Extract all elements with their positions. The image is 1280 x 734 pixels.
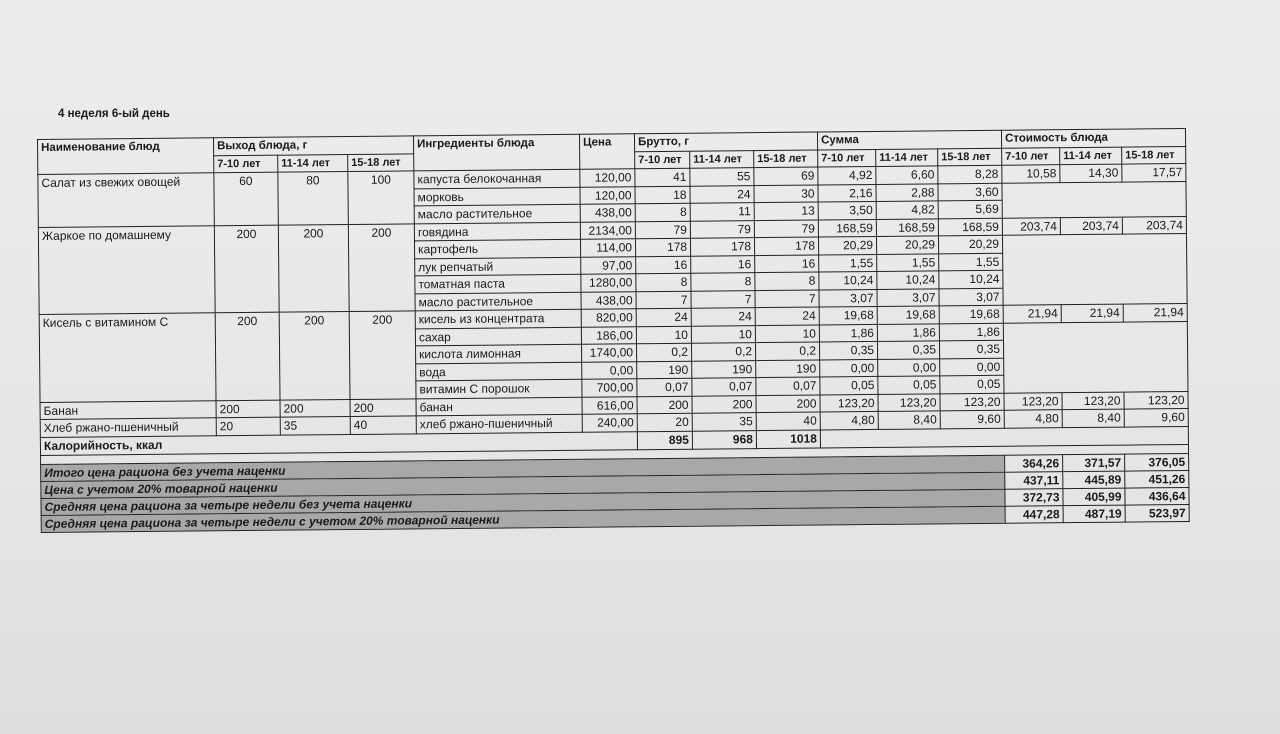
ingredient-price: 114,00 [580,239,635,257]
age-header-sum-1: 11-14 лет [876,148,938,166]
ingredient-brutto: 79 [635,221,690,239]
ingredient-brutto: 0,2 [755,342,819,360]
ingredient-brutto: 7 [691,290,755,308]
ingredient-name: вода [416,362,582,381]
ingredient-brutto: 11 [690,203,754,221]
ingredient-price: 0,00 [582,361,637,379]
dish-output: 60 [214,172,279,225]
ingredient-sum: 19,68 [877,306,939,324]
ingredient-name: морковь [414,187,580,206]
summary-value: 371,57 [1063,454,1125,472]
ingredient-price: 616,00 [582,396,637,414]
ingredient-brutto: 24 [691,308,755,326]
empty-cell [1003,338,1187,357]
ingredient-sum: 5,69 [938,200,1002,218]
ingredient-brutto: 0,07 [756,377,820,395]
age-header-brutto-2: 15-18 лет [754,150,818,168]
summary-value: 523,97 [1125,504,1189,522]
ingredient-sum: 123,20 [940,393,1004,411]
age-header-cost-0: 7-10 лет [1002,147,1060,165]
dish-output: 200 [216,400,280,418]
ingredient-price: 120,00 [580,186,635,204]
ingredient-sum: 8,28 [938,165,1002,183]
ingredient-brutto: 24 [636,308,691,326]
dish-cost: 123,20 [1062,392,1124,410]
dish-cost: 123,20 [1124,391,1188,409]
ingredient-brutto: 40 [756,412,820,430]
ingredient-brutto: 16 [755,255,819,273]
ingredient-name: томатная паста [415,274,581,293]
ingredient-sum: 3,07 [819,289,877,307]
ingredient-brutto: 13 [754,202,818,220]
ingredient-brutto: 30 [754,185,818,203]
dish-cost: 14,30 [1060,164,1122,182]
ingredient-brutto: 178 [690,238,754,256]
ingredient-brutto: 8 [755,272,819,290]
age-header-output-1: 11-14 лет [278,154,348,172]
ingredient-sum: 0,05 [820,376,878,394]
ingredient-sum: 1,86 [819,324,877,342]
ingredient-brutto: 10 [691,325,755,343]
dish-output: 100 [348,171,415,224]
ingredient-brutto: 18 [635,186,690,204]
ingredient-sum: 0,05 [878,376,940,394]
ingredient-name: лук репчатый [415,257,581,276]
summary-value: 364,26 [1005,454,1063,472]
ingredient-brutto: 8 [635,203,690,221]
ingredient-price: 240,00 [582,414,637,432]
dish-cost: 21,94 [1061,304,1123,322]
calories-value: 1018 [756,429,820,448]
ingredient-brutto: 200 [756,394,820,412]
dish-output: 200 [350,398,416,416]
empty-cell [1002,181,1186,200]
ingredient-sum: 19,68 [939,305,1003,323]
summary-value: 372,73 [1005,488,1063,506]
ingredient-sum: 3,60 [938,183,1002,201]
ingredient-sum: 0,35 [819,341,877,359]
dish-cost: 10,58 [1002,165,1060,183]
ingredient-sum: 20,29 [818,236,876,254]
summary-label: Средняя цена рациона за четыре недели с учетом 20% товарной наценки [41,506,1005,532]
header-ingredients: Ингредиенты блюда [413,134,579,171]
ingredient-name: говядина [414,222,580,241]
ingredient-sum: 0,05 [940,375,1004,393]
ingredient-brutto: 200 [692,395,756,413]
ingredient-brutto: 190 [637,361,692,379]
empty-cell [1003,268,1187,287]
ingredient-sum: 3,07 [877,288,939,306]
ingredient-sum: 1,55 [877,253,939,271]
header-price: Цена [579,134,634,170]
header-sum: Сумма [817,130,1001,149]
ingredient-name: кисель из концентрата [415,309,581,328]
ingredient-price: 438,00 [580,204,635,222]
ingredient-brutto: 24 [690,185,754,203]
summary-value: 487,19 [1063,505,1125,523]
ingredient-price: 2134,00 [580,221,635,239]
ingredient-brutto: 0,07 [692,378,756,396]
age-header-sum-2: 15-18 лет [938,148,1002,166]
ingredient-name: банан [416,397,582,416]
ingredient-sum: 1,55 [939,253,1003,271]
ingredient-sum: 19,68 [819,306,877,324]
dish-cost: 8,40 [1062,409,1124,427]
age-header-brutto-1: 11-14 лет [690,150,754,168]
ingredient-brutto: 79 [754,220,818,238]
dish-name: Салат из свежих овощей [38,173,214,227]
ingredient-brutto: 10 [755,324,819,342]
ingredient-price: 700,00 [582,379,637,397]
age-header-cost-2: 15-18 лет [1122,146,1186,164]
dish-cost: 4,80 [1004,410,1062,428]
summary-value: 436,64 [1125,487,1189,505]
ingredient-brutto: 55 [690,168,754,186]
summary-value: 451,26 [1125,470,1189,488]
ingredient-brutto: 190 [692,360,756,378]
ingredient-sum: 3,07 [939,288,1003,306]
dish-output: 200 [349,311,416,399]
ingredient-sum: 1,86 [877,323,939,341]
ingredient-sum: 1,55 [819,254,877,272]
calories-label: Калорийность, ккал [40,431,637,455]
ingredient-price: 438,00 [581,291,636,309]
ingredient-price: 1740,00 [581,344,636,362]
empty-cell [1004,373,1188,392]
ingredient-price: 97,00 [581,256,636,274]
dish-cost: 17,57 [1122,163,1186,181]
age-header-cost-1: 11-14 лет [1060,147,1122,165]
ingredient-sum: 9,60 [940,410,1004,428]
ingredient-brutto: 10 [636,326,691,344]
ingredient-sum: 0,35 [939,340,1003,358]
ingredient-brutto: 69 [754,167,818,185]
ingredient-sum: 123,20 [878,393,940,411]
dish-cost: 203,74 [1060,217,1122,235]
dish-output: 200 [278,224,349,312]
dish-cost: 21,94 [1003,305,1061,323]
ration-table [37,128,1190,533]
summary-value: 405,99 [1063,488,1125,506]
ingredient-brutto: 7 [755,290,819,308]
dish-output: 35 [280,417,350,435]
age-header-output-0: 7-10 лет [214,155,278,173]
dish-name: Кисель с витамином С [39,313,216,402]
header-brutto: Брутто, г [634,132,817,151]
ingredient-sum: 4,92 [818,166,876,184]
ingredient-sum: 4,80 [820,411,878,429]
ingredient-brutto: 41 [635,168,690,186]
dish-cost: 203,74 [1002,217,1060,235]
ingredient-brutto: 8 [691,273,755,291]
ingredient-sum: 123,20 [820,394,878,412]
empty-cell [1003,321,1187,340]
ingredient-name: масло растительное [415,292,581,311]
ingredient-sum: 20,29 [938,235,1002,253]
ingredient-brutto: 200 [637,396,692,414]
ingredient-name: масло растительное [414,204,580,223]
empty-cell [1003,286,1187,305]
ingredient-brutto: 178 [635,238,690,256]
ingredient-name: картофель [414,239,580,258]
dish-output: 200 [348,223,415,311]
dish-output: 80 [278,172,349,225]
ingredient-brutto: 79 [690,220,754,238]
summary-label: Итого цена рациона без учета наценки [41,455,1005,481]
summary-label: Цена с учетом 20% товарной наценки [41,472,1005,498]
dish-output: 200 [280,399,350,417]
ingredient-brutto: 8 [636,273,691,291]
header-cost: Стоимость блюда [1001,128,1185,147]
empty-cell [1002,198,1186,217]
ingredient-name: кислота лимонная [416,344,582,363]
ingredient-brutto: 0,2 [636,343,691,361]
dish-name: Хлеб ржано-пшеничный [40,418,216,437]
ingredient-sum: 0,35 [877,341,939,359]
ingredient-brutto: 24 [755,307,819,325]
dish-cost: 9,60 [1124,408,1188,426]
ingredient-sum: 10,24 [877,271,939,289]
dish-name: Жаркое по домашнему [38,225,215,314]
ingredient-sum: 4,82 [876,201,938,219]
ingredient-name: капуста белокочанная [414,169,580,188]
ingredient-price: 120,00 [580,169,635,187]
dish-output: 20 [216,417,280,435]
dish-output: 40 [350,416,416,434]
ingredient-sum: 6,60 [876,166,938,184]
summary-value: 376,05 [1125,453,1189,471]
ingredient-name: витамин С порошок [416,379,582,398]
ingredient-price: 820,00 [581,309,636,327]
ingredient-sum: 168,59 [876,218,938,236]
ingredient-sum: 0,00 [878,358,940,376]
empty-cell [1004,356,1188,375]
summary-label: Средняя цена рациона за четыре недели без учета наценки [41,489,1005,515]
ingredient-name: хлеб ржано-пшеничный [416,414,582,433]
dish-cost: 21,94 [1123,303,1187,321]
ingredient-brutto: 16 [636,256,691,274]
empty-cell [1003,251,1187,270]
calories-value: 895 [637,431,692,450]
summary-value: 447,28 [1005,505,1063,523]
ingredient-name: сахар [415,327,581,346]
dish-output: 200 [215,312,280,400]
ingredient-sum: 8,40 [878,411,940,429]
ration-table-wrapper [37,128,1190,533]
ingredient-sum: 3,50 [818,201,876,219]
ingredient-brutto: 0,2 [691,343,755,361]
ingredient-sum: 10,24 [939,270,1003,288]
header-output: Выход блюда, г [213,136,413,155]
calories-value: 968 [692,430,756,449]
ingredient-sum: 168,59 [818,219,876,237]
ingredient-sum: 0,00 [940,358,1004,376]
ingredient-brutto: 0,07 [637,378,692,396]
ingredient-sum: 20,29 [876,236,938,254]
ingredient-sum: 2,88 [876,183,938,201]
dish-output: 200 [214,225,279,313]
ingredient-sum: 2,16 [818,184,876,202]
summary-value: 445,89 [1063,471,1125,489]
ingredient-brutto: 190 [756,359,820,377]
empty-cell [1002,233,1186,252]
ingredient-brutto: 35 [692,413,756,431]
ingredient-price: 186,00 [581,326,636,344]
ingredient-brutto: 16 [691,255,755,273]
age-header-output-2: 15-18 лет [348,153,414,171]
summary-value: 437,11 [1005,471,1063,489]
age-header-brutto-0: 7-10 лет [635,151,690,169]
table-body [38,163,1189,532]
ingredient-sum: 1,86 [939,323,1003,341]
page-title: 4 неделя 6-ый день [58,108,170,120]
ingredient-brutto: 178 [754,237,818,255]
ingredient-brutto: 20 [637,413,692,431]
dish-output: 200 [279,312,350,400]
dish-cost: 123,20 [1004,392,1062,410]
ingredient-brutto: 7 [636,291,691,309]
ingredient-price: 1280,00 [581,274,636,292]
age-header-sum-0: 7-10 лет [818,149,876,167]
ingredient-sum: 168,59 [938,218,1002,236]
dish-cost: 203,74 [1122,216,1186,234]
header-dish: Наименование блюд [38,138,214,175]
dish-name: Банан [40,400,216,419]
ingredient-sum: 0,00 [820,359,878,377]
ingredient-sum: 10,24 [819,271,877,289]
